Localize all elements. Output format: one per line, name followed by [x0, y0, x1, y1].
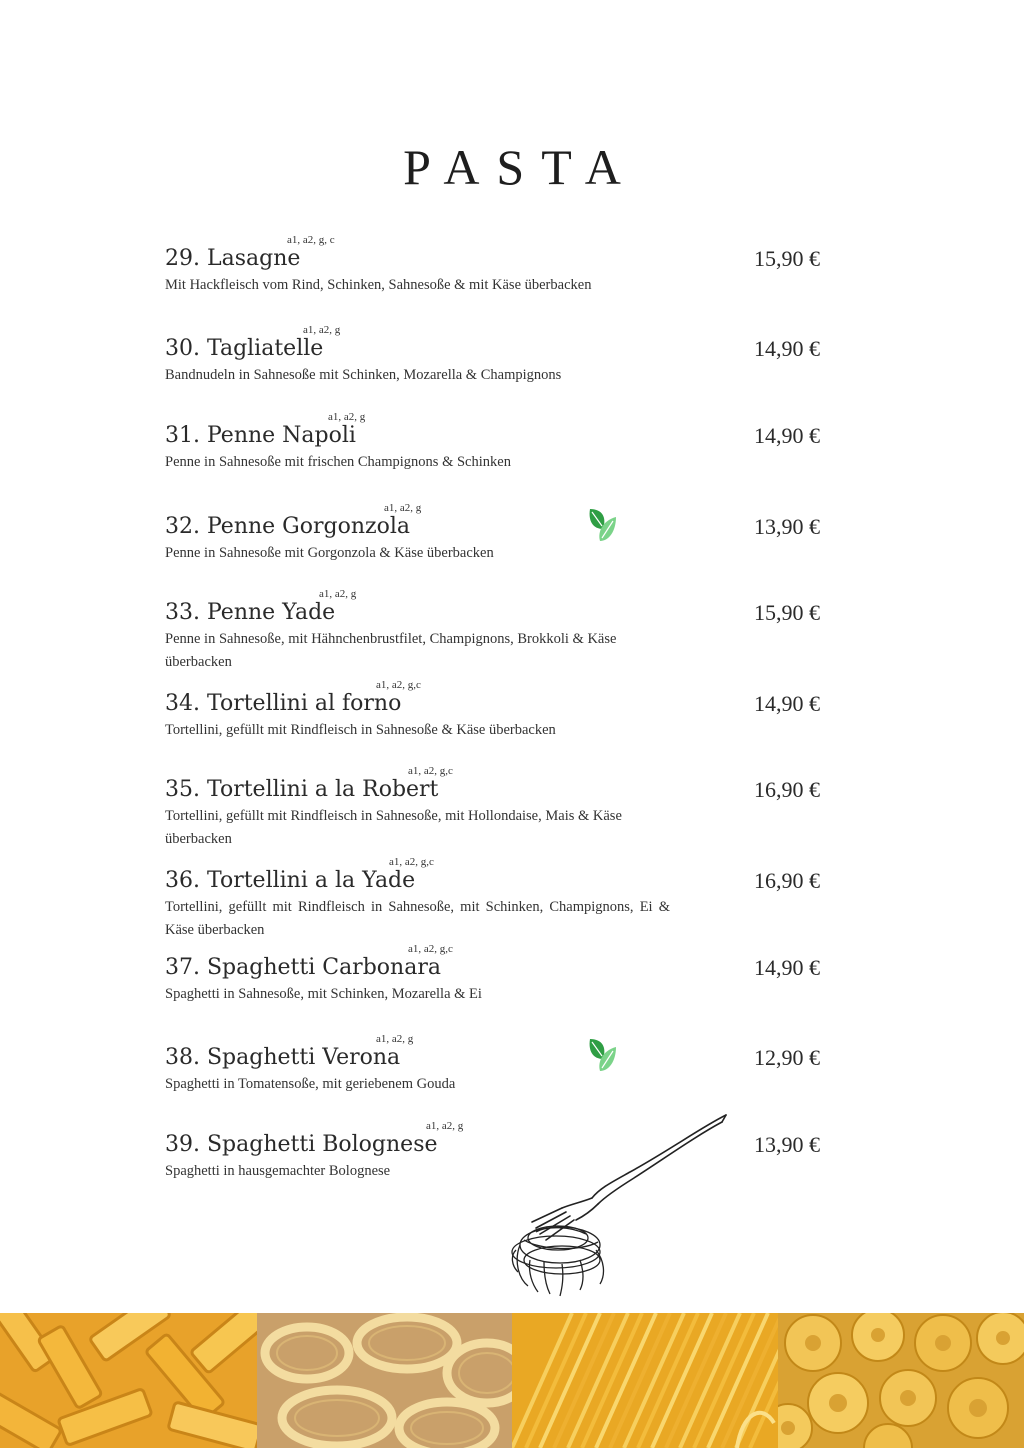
menu-item-price: 12,90 € [754, 1045, 820, 1070]
menu-item-description: Penne in Sahnesoße mit frischen Champignons & Schinken [165, 454, 511, 470]
fork-with-spaghetti-illustration [500, 1110, 732, 1300]
menu-item [165, 324, 820, 387]
menu-item [165, 765, 820, 851]
menu-item-description: Mit Hackfleisch vom Rind, Schinken, Sahnesoße & mit Käse überbacken [165, 277, 592, 293]
allergen-codes: a1, a2, g [303, 324, 341, 336]
menu-item [165, 1033, 820, 1096]
menu-item-price: 15,90 € [754, 600, 820, 625]
menu-item-price: 16,90 € [754, 777, 820, 802]
leaf-icon [587, 507, 619, 543]
menu-item-name: 31. Penne Napoli [165, 423, 356, 448]
allergen-codes: a1, a2, g [328, 411, 366, 423]
menu-item-name: 34. Tortellini al forno [165, 691, 402, 716]
allergen-codes: a1, a2, g,c [408, 765, 453, 777]
allergen-codes: a1, a2, g [384, 502, 422, 514]
menu-item-name: 37. Spaghetti Carbonara [165, 955, 441, 980]
menu-item-name: 39. Spaghetti Bolognese [165, 1132, 438, 1157]
menu-item-price: 14,90 € [754, 336, 820, 361]
menu-item [165, 411, 820, 474]
allergen-codes: a1, a2, g,c [408, 943, 453, 955]
menu-item-name: 32. Penne Gorgonzola [165, 514, 410, 539]
menu-item-description: Spaghetti in Sahnesoße, mit Schinken, Mozarella & Ei [165, 986, 482, 1002]
menu-item [165, 502, 820, 565]
penne-photo [0, 1313, 257, 1448]
page-title: PASTA [403, 139, 638, 195]
menu-item-description: Penne in Sahnesoße, mit Hähnchenbrustfilet, Champignons, Brokkoli & Käse überbacken [165, 631, 617, 670]
menu-item [165, 943, 820, 1006]
allergen-codes: a1, a2, g [376, 1033, 414, 1045]
menu-item [165, 588, 820, 674]
pasta-photo-strip [0, 1313, 1024, 1448]
menu-item-price: 14,90 € [754, 423, 820, 448]
menu-item [165, 234, 820, 297]
allergen-codes: a1, a2, g,c [376, 679, 421, 691]
allergen-codes: a1, a2, g [426, 1120, 464, 1132]
spaghetti-photo [512, 1313, 778, 1448]
menu-item-price: 14,90 € [754, 955, 820, 980]
menu-item-price: 15,90 € [754, 246, 820, 271]
menu-item-price: 14,90 € [754, 691, 820, 716]
menu-item-description: Tortellini, gefüllt mit Rindfleisch in Sahnesoße, mit Hollondaise, Mais & Käse überbacken [165, 808, 622, 847]
menu-item-description: Spaghetti in Tomatensoße, mit geriebenem Gouda [165, 1076, 456, 1092]
allergen-codes: a1, a2, g,c [389, 856, 434, 868]
menu-item-description: Tortellini, gefüllt mit Rindfleisch in Sahnesoße & Käse überbacken [165, 722, 556, 738]
menu-item-description: Spaghetti in hausgemachter Bolognese [165, 1163, 391, 1179]
menu-item-description: Bandnudeln in Sahnesoße mit Schinken, Mozarella & Champignons [165, 367, 562, 383]
menu-item-description: Tortellini, gefüllt mit Rindfleisch in Sahnesoße, mit Schinken, Champignons, Ei & Käse überbacken [165, 899, 670, 938]
tortellini-photo [778, 1313, 1024, 1448]
menu-item-name: 35. Tortellini a la Robert [165, 777, 439, 802]
leaf-icon [587, 1037, 619, 1073]
menu-item [165, 679, 820, 742]
allergen-codes: a1, a2, g [319, 588, 357, 600]
menu-item [165, 856, 820, 942]
menu-item-name: 30. Tagliatelle [165, 336, 324, 361]
tagliatelle-photo [257, 1313, 512, 1448]
allergen-codes: a1, a2, g, c [287, 234, 335, 246]
menu-item-name: 29. Lasagne [165, 246, 301, 271]
menu-item-price: 13,90 € [754, 514, 820, 539]
menu-item-price: 16,90 € [754, 868, 820, 893]
menu-item-price: 13,90 € [754, 1132, 820, 1157]
menu-item-description: Penne in Sahnesoße mit Gorgonzola & Käse überbacken [165, 545, 494, 561]
menu-item-name: 33. Penne Yade [165, 600, 336, 625]
menu-item-name: 36. Tortellini a la Yade [165, 868, 416, 893]
menu-item-name: 38. Spaghetti Verona [165, 1045, 401, 1070]
